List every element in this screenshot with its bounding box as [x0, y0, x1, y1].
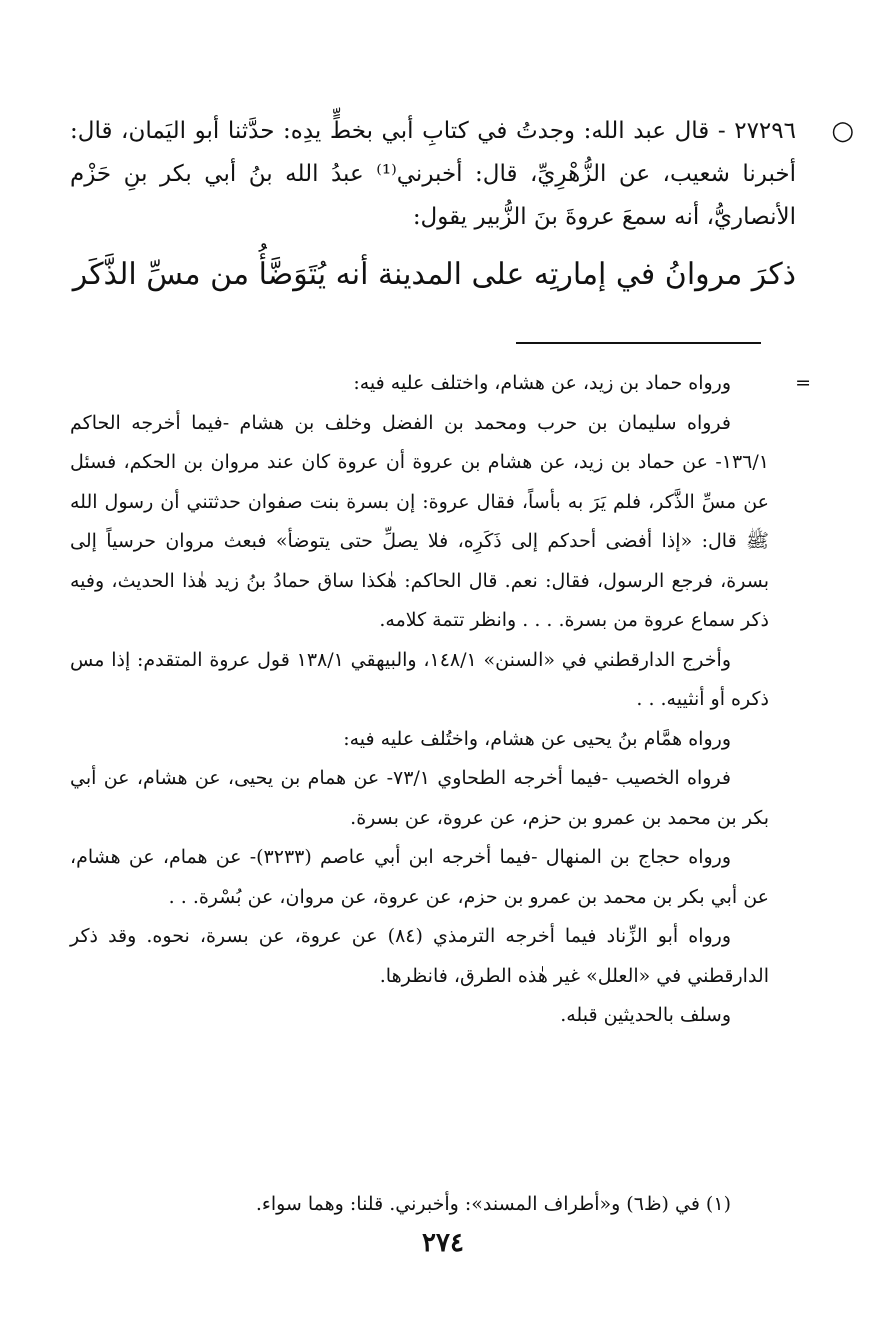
hadith-matn: ذكرَ مروانُ في إمارتِه على المدينة أنه يُتَوَضَّأُ من مسِّ الذَّكَر: [72, 257, 796, 292]
hadith-isnad: ٢٧٢٩٦ - قال عبد الله: وجدتُ في كتابِ أبي بخطٍّ يدِه: حدَّثنا أبو اليَمان، قال: أخبرنا شعيب، عن الزُّهْرِيِّ، قال: أخبرني⁽¹⁾ عبدُ الله بنُ أبي بكر بنِ حَزْم الأنصاريُّ، أنه سمعَ عروةَ بنَ الزُّبير يقول:: [70, 118, 796, 230]
commentary-paragraph: وأخرج الدارقطني في «السنن» ١٤٨/١، والبيهقي ١٣٨/١ قول عروة المتقدم: إذا مس ذكره أو أنثييه. . .: [70, 648, 769, 710]
commentary-paragraph: فرواه الخصيب -فيما أخرجه الطحاوي ٧٣/١- عن همام بن يحيى، عن هشام، عن أبي بكر بن محمد بن عمرو بن حزم، عن عروة، عن بسرة.: [70, 767, 769, 829]
footnote: (١) في (ظ٦) و«أطراف المسند»: وأخبرني. قلنا: وهما سواء.: [255, 1193, 731, 1215]
continuation-marker: =: [795, 372, 811, 394]
hadith-circle-marker: ○: [831, 116, 854, 146]
commentary-paragraph: ورواه همَّام بنُ يحيى عن هشام، واختُلف عليه فيه:: [343, 727, 731, 750]
page-number: ٢٧٤: [422, 1228, 464, 1258]
hadith-text-block: [70, 110, 854, 239]
commentary-paragraph: ورواه حماد بن زيد، عن هشام، واختلف عليه فيه:: [353, 372, 731, 394]
commentary-paragraph: ورواه أبو الزِّناد فيما أخرجه الترمذي (٨٤) عن عروة، عن بسرة، نحوه. وقد ذكر الدارقطني في «العلل» غير هٰذه الطرق، فانظرها.: [70, 925, 769, 987]
commentary-paragraph: وسلف بالحديثين قبله.: [560, 1004, 731, 1026]
commentary-block: [70, 364, 811, 1036]
commentary-paragraph: فرواه سليمان بن حرب ومحمد بن الفضل وخلف بن هشام -فيما أخرجه الحاكم ١٣٦/١- عن حماد بن زيد، عن هشام بن عروة أن عروة كان عند مروان بن الحكم، فسئل عن مسِّ الذَّكر، فلم يَرَ به بأساً، فقال عروة: إن بسرة بنت صفوان حدثتني أن رسول الله ﷺ قال: «إذا أفضى أحدكم إلى ذَكَرِه، فلا يصلِّ حتى يتوضأ» فبعث مروان حرسياً إلى بسرة، فرجع الرسول، فقال: نعم. قال الحاكم: هٰكذا ساق حمادُ بنُ زيد هٰذا الحديث، وفيه ذكر سماع عروة من بسرة. . . . وانظر تتمة كلامه.: [70, 411, 769, 631]
footnote-separator: [516, 342, 761, 344]
commentary-paragraph: ورواه حجاج بن المنهال -فيما أخرجه ابن أبي عاصم (٣٢٣٣)- عن همام، عن هشام، عن أبي بكر بن محمد بن عمرو بن حزم، عن عروة، عن مروان، عن بُسْرة. . .: [70, 846, 769, 908]
